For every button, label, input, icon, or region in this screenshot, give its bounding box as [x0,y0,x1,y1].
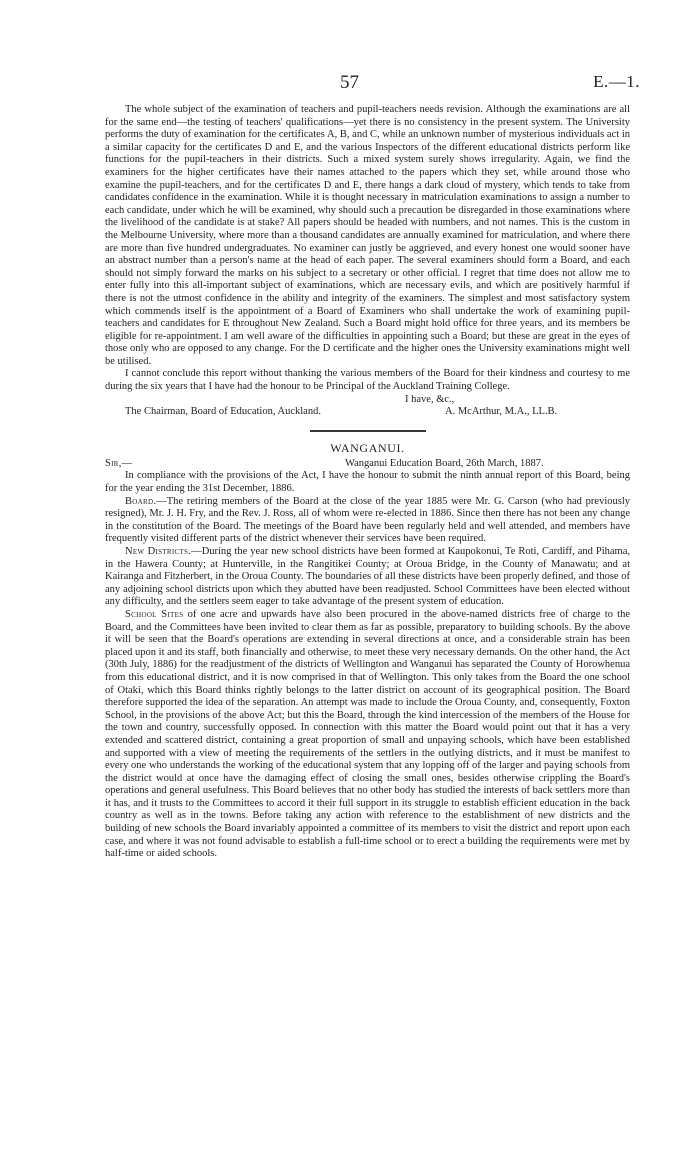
page-number: 57 [340,72,359,93]
signature: A. McArthur, M.A., LL.B. [445,406,558,418]
school-sites-heading: School Sites [125,608,184,620]
document-reference: E.—1. [593,72,640,91]
closing-formula: I have, &c., [405,393,455,405]
school-sites-text: of one acre and upwards have also been procured in the above-named districts free of charge to the Board, and the Committees have been invited to clear them as far as possible, preparatory to building schools. By the above it will be seen that the Board's operations are extending in several directions at once, and a considerable strain has been placed upon it and its staff, both financially and otherwise, to meet these very necessary demands. On the other hand, the Act (30th July, 1886) for the readjustment of the districts of Wellington and Wanganui has separated the County of Horowhenua from this educational district, and it is now comprised in that of Wellington. This only takes from the Board the one school of Otaki, which this Board thinks rightly belongs to the latter district on account of its geographical position. The Board therefore supported the idea of the separation. An attempt was made to include the Oroua County, and, consequently, Foxton School, in the provisions of the above Act; but this the Board, through the kind intercession of the members of the House for the town and country, successfully opposed. In connection with this matter the Board would point out that it has a very extended and scattered district, containing a great proportion of small and unpaying schools, which have been established and supported with a view of meeting the requirements of the settlers in the outlying districts, and it must be manifest to every one who understands the working of the educational system that any lopping off of the larger and paying schools from the district would at once have the damaging effect of closing the small ones, besides otherwise crippling the Board's operations and general usefulness. This Board believes that no other body has studied the interests of back settlers more than it has, and it trusts to the Committees to accord it their full support in its struggle to establish efficient education in the back country as well as in the towns. Before taking any action with reference to the establishment of new districts and the building of new schools the Board invariably appointed a committee of its members to visit the district and report upon each case, and where it was not found advisable to establish a full-time school or to erect a building the requirements were met by half-time or aided schools. [105,608,630,860]
auckland-examinations-paragraph: The whole subject of the examination of teachers and pupil-teachers needs revision. Although the examinations are all for the same end—the testing of teachers' qualifications—yet there is no consistency in the present system. The University performs the duty of examination for the certificates A, B, and C, while an unknown number of mysterious individuals act in a similar capacity for the certificates D and E, and the various Inspectors of the different educational districts perform like functions for the pupil-teachers in their districts. Such a mixed system surely shows irregularity. Again, we find the examiners for the higher certificates have their names attached to the papers which they set, while around those who examine the pupil-teachers, and for the certificates D and E, there hangs a dark cloud of mystery, which tends to take from candidates confidence in the examination. While it is thought necessary in matriculation examinations to assign a number to each candidate, under which he will be examined, why should such a precaution be disregarded in those examinations where the livelihood of the candidate is at stake? All papers should be headed with numbers, and not names. This is the custom in the Melbourne University, where more than a thousand candidates are annually examined for matriculation, and where there are more than five hundred undergraduates. No examiner can justly be aggrieved, and every honest one would sooner have an abstract number than a person's name at the head of each paper. The several examiners should form a Board, and each should not simply forward the marks on his subject to a secretary or other official. I regret that time does not allow me to enter fully into this all-important subject of examinations, which are necessary evils, and which are positively harmful if there is not the utmost confidence in the ability and integrity of the examiners. The simplest and most satisfactory system which commends itself is the appointment of a Board of Examiners who shall undertake the work of examining pupil-teachers and candidates for E throughout New Zealand. Such a Board might hold office for three years, and its members be eligible for re-appointment. I am well aware of the difficulties in appointing such a Board; but these are great in the eyes of those only who are opposed to any change. For the D certificate and the higher ones the University examinations might well be utilised. [105,104,630,367]
page-header [0,72,700,96]
section-divider [310,430,426,432]
new-districts-text: —During the year new school districts have been formed at Kaupokonui, Te Roti, Cardiff, and Pihama, in the Hawera County; at Hunterville, in the Rangitikei County; at Oroua Bridge, in the County of Manawatu; and at Kairanga and Fitzherbert, in the Oroua County. The boundaries of all these districts have been properly defined, and those of any adjoining school districts upon which they abutted have been readjusted. School Committees have been elected without any difficulty, and the settlers seem eager to take advantage of the present system of education. [105,546,630,608]
new-districts-paragraph [105,546,630,609]
dateline: Wanganui Education Board, 26th March, 1887. [345,457,544,469]
auckland-closing-paragraph: I cannot conclude this report without thanking the various members of the Board for their kindness and courtesy to me during the six years that I have had the honour to be Principal of the Auckland Training College. [105,368,630,393]
new-districts-heading: New Districts. [125,546,192,557]
wanganui-intro-paragraph: In compliance with the provisions of the Act, I have the honour to submit the ninth annual report of this Board, being for the year ending the 31st December, 1886. [105,470,630,495]
board-paragraph [105,496,630,546]
signature-block [105,394,630,407]
school-sites-paragraph [105,609,630,861]
letter-heading [105,458,630,471]
page-body [105,104,630,861]
board-text: —The retiring members of the Board at the close of the year 1885 were Mr. G. Carson (who had previously resigned), Mr. J. H. Fry, and the Rev. J. Ross, all of whom were re-elected in 1886. Since then there has not been any change in the constitution of the Board. The meetings of the Board have been regularly held and well attended, and members have frequently visited different parts of the district whenever their services have been required. [105,495,630,545]
board-heading: Board. [125,495,157,507]
addressee-line [105,406,630,419]
addressee: The Chairman, Board of Education, Auckland. [125,406,321,418]
section-title: WANGANUI. [330,440,405,455]
salutation: Sir,— [105,457,133,469]
